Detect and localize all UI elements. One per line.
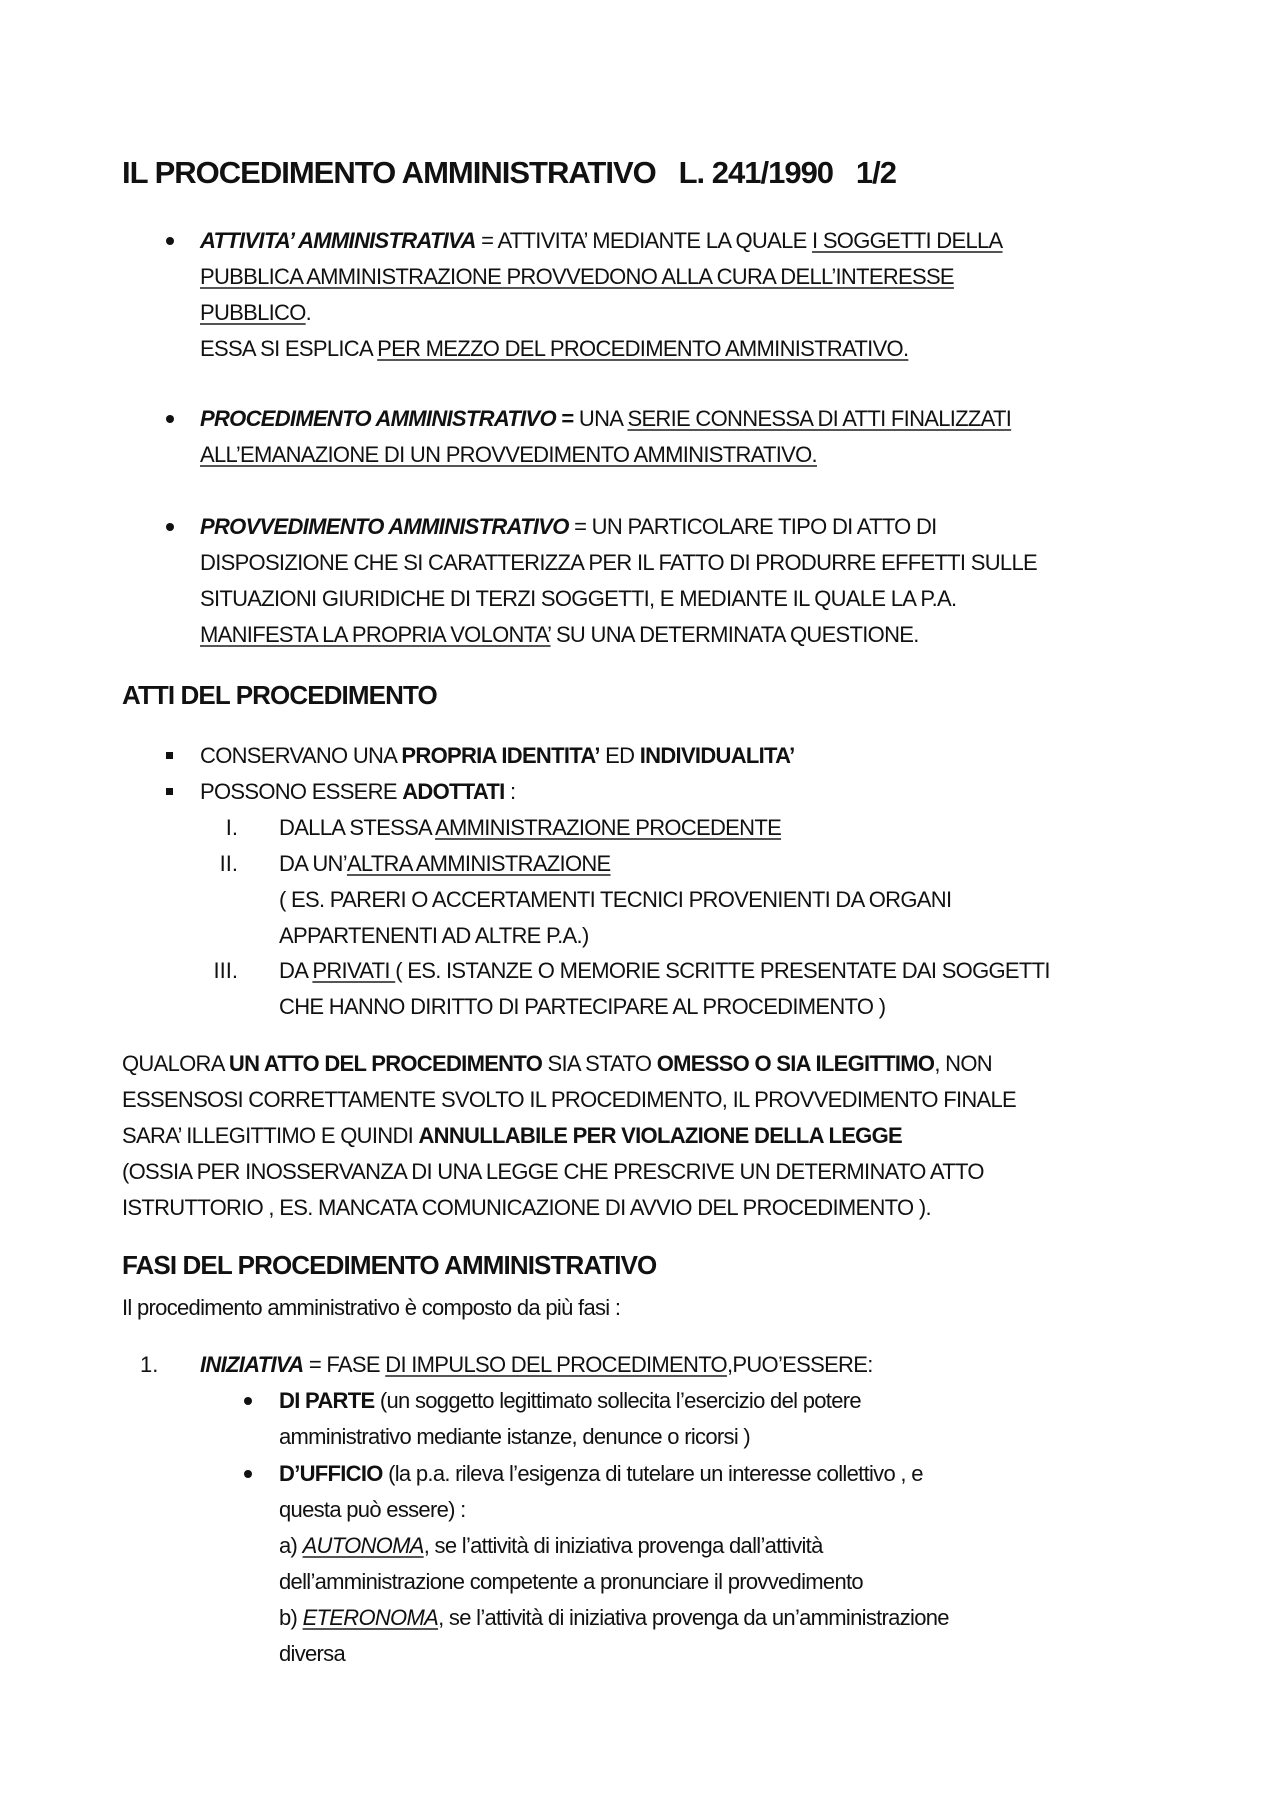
text-segment: CHE HANNO DIRITTO DI PARTECIPARE AL PROCEDIMENTO ): [279, 994, 886, 1019]
text-segment: ( ES. ISTANZE O MEMORIE SCRITTE PRESENTATE DAI SOGGETTI: [395, 958, 1050, 983]
text-segment: dell’amministrazione competente a pronunciare il provvedimento: [279, 1569, 863, 1594]
roman-numeral: I.: [225, 815, 238, 840]
text-segment: D’UFFICIO: [279, 1461, 383, 1486]
text-segment: a): [279, 1533, 303, 1558]
text-segment: DA: [279, 958, 313, 983]
text-line: [200, 440, 817, 470]
text-segment: PROVVEDIMENTO AMMINISTRATIVO: [200, 514, 569, 539]
text-segment: b): [279, 1605, 303, 1630]
text-segment: MANIFESTA LA PROPRIA VOLONTA’: [200, 622, 551, 647]
text-line: [200, 262, 954, 292]
text-segment: PROPRIA IDENTITA’: [401, 743, 600, 768]
section-heading-fasi: FASI DEL PROCEDIMENTO AMMINISTRATIVO: [122, 1250, 657, 1280]
text-segment: PUBBLICO: [200, 300, 306, 325]
text-segment: (la p.a. rileva l’esigenza di tutelare un interesse collettivo , e: [382, 1461, 923, 1486]
text-line: [279, 1639, 345, 1669]
text-segment: ETERONOMA: [302, 1605, 439, 1630]
text-line: [200, 1350, 873, 1380]
text-line: [279, 1459, 923, 1489]
section-heading-atti: ATTI DEL PROCEDIMENTO: [122, 680, 437, 710]
text-segment: DISPOSIZIONE CHE SI CARATTERIZZA PER IL FATTO DI PRODURRE EFFETTI SULLE: [200, 550, 1037, 575]
text-segment: INIZIATIVA: [200, 1352, 304, 1377]
text-segment: Il procedimento amministrativo è composto da più fasi :: [122, 1295, 621, 1320]
text-segment: SERIE CONNESSA DI ATTI FINALIZZATI: [627, 406, 1012, 431]
text-line: [200, 226, 1003, 256]
text-segment: ,PUO’ESSERE:: [726, 1352, 873, 1377]
text-line: [122, 1049, 992, 1079]
square-bullet-icon: [166, 788, 173, 795]
text-segment: ESSA SI ESPLICA: [200, 336, 378, 361]
text-line: [279, 885, 951, 915]
text-line: [279, 1531, 823, 1561]
text-segment: = FASE: [303, 1352, 386, 1377]
text-line: [200, 777, 515, 807]
text-line: [200, 512, 937, 542]
text-segment: ALTRA AMMINISTRAZIONE: [346, 851, 611, 876]
bullet-icon: [244, 1470, 252, 1478]
text-line: [200, 620, 919, 650]
text-line: [200, 584, 956, 614]
text-segment: UN ATTO DEL PROCEDIMENTO: [228, 1051, 543, 1076]
text-line: [200, 404, 1011, 434]
text-line: [279, 1386, 861, 1416]
text-segment: INDIVIDUALITA’: [639, 743, 795, 768]
text-line: [122, 1293, 620, 1323]
text-segment: questa può essere) :: [279, 1497, 466, 1522]
text-line: [279, 1495, 466, 1525]
text-segment: POSSONO ESSERE: [200, 779, 403, 804]
list-number: 1.: [140, 1352, 159, 1377]
text-line: [200, 334, 908, 364]
text-segment: = UN PARTICOLARE TIPO DI ATTO DI: [568, 514, 937, 539]
roman-numeral: III.: [213, 958, 238, 983]
bullet-icon: [166, 523, 174, 531]
text-segment: DI PARTE: [279, 1388, 375, 1413]
text-segment: PUBBLICA AMMINISTRAZIONE PROVVEDONO ALLA CURA DELL’INTERESSE: [200, 264, 954, 289]
text-segment: DI IMPULSO DEL PROCEDIMENTO: [385, 1352, 727, 1377]
roman-numeral: II.: [219, 851, 238, 876]
text-line: [122, 1121, 902, 1151]
text-segment: (un soggetto legittimato sollecita l’esercizio del potere: [374, 1388, 861, 1413]
text-segment: I SOGGETTI DELLA: [812, 228, 1003, 253]
text-line: [200, 741, 795, 771]
text-segment: SU UNA DETERMINATA QUESTIONE.: [550, 622, 919, 647]
text-line: [122, 1193, 931, 1223]
text-segment: SARA’ ILLEGITTIMO E QUINDI: [122, 1123, 419, 1148]
square-bullet-icon: [166, 752, 173, 759]
text-segment: SITUAZIONI GIURIDICHE DI TERZI SOGGETTI, E MEDIANTE IL QUALE LA P.A.: [200, 586, 957, 611]
text-segment: ANNULLABILE PER VIOLAZIONE DELLA LEGGE: [418, 1123, 902, 1148]
bullet-icon: [244, 1397, 252, 1405]
text-line: [122, 1085, 1016, 1115]
text-segment: CONSERVANO UNA: [200, 743, 402, 768]
text-segment: = ATTIVITA’ MEDIANTE LA QUALE: [475, 228, 812, 253]
text-segment: diversa: [279, 1641, 346, 1666]
text-segment: ALL’EMANAZIONE DI UN PROVVEDIMENTO AMMINISTRATIVO.: [200, 442, 817, 467]
text-line: [279, 1567, 863, 1597]
text-line: [279, 1422, 750, 1452]
text-segment: amministrativo mediante istanze, denunce o ricorsi ): [279, 1424, 751, 1449]
text-line: [279, 921, 589, 951]
text-segment: :: [504, 779, 516, 804]
text-line: [279, 849, 611, 879]
text-segment: , NON: [934, 1051, 992, 1076]
text-line: [200, 298, 311, 328]
text-segment: APPARTENENTI AD ALTRE P.A.): [279, 923, 589, 948]
text-line: [279, 956, 1050, 986]
text-line: [122, 1157, 984, 1187]
text-segment: QUALORA: [122, 1051, 229, 1076]
text-line: [279, 813, 781, 843]
text-line: [200, 548, 1037, 578]
bullet-icon: [166, 415, 174, 423]
text-segment: ( ES. PARERI O ACCERTAMENTI TECNICI PROVENIENTI DA ORGANI: [279, 887, 952, 912]
text-segment: DA UN’: [279, 851, 347, 876]
text-segment: .: [305, 300, 312, 325]
text-segment: ESSENSOSI CORRETTAMENTE SVOLTO IL PROCEDIMENTO, IL PROVVEDIMENTO FINALE: [122, 1087, 1017, 1112]
text-segment: ISTRUTTORIO , ES. MANCATA COMUNICAZIONE DI AVVIO DEL PROCEDIMENTO ).: [122, 1195, 931, 1220]
text-segment: ATTIVITA’ AMMINISTRATIVA: [200, 228, 476, 253]
text-segment: DALLA STESSA: [279, 815, 435, 840]
document-title: IL PROCEDIMENTO AMMINISTRATIVO L. 241/1990 1/2: [122, 155, 896, 190]
text-segment: ED: [599, 743, 640, 768]
text-segment: OMESSO O SIA ILEGITTIMO: [656, 1051, 935, 1076]
text-segment: PROCEDIMENTO AMMINISTRATIVO: [200, 406, 556, 431]
text-segment: (OSSIA PER INOSSERVANZA DI UNA LEGGE CHE PRESCRIVE UN DETERMINATO ATTO: [122, 1159, 984, 1184]
text-segment: UNA: [578, 406, 628, 431]
text-segment: AMMINISTRAZIONE PROCEDENTE: [435, 815, 782, 840]
text-line: [279, 1603, 949, 1633]
text-segment: =: [555, 406, 579, 431]
text-segment: , se l’attività di iniziativa provenga da un’amministrazione: [438, 1605, 949, 1630]
text-line: [279, 992, 885, 1022]
text-segment: AUTONOMA: [302, 1533, 424, 1558]
text-segment: PER MEZZO DEL PROCEDIMENTO AMMINISTRATIVO.: [377, 336, 909, 361]
text-segment: SIA STATO: [542, 1051, 657, 1076]
text-segment: PRIVATI: [312, 958, 396, 983]
bullet-icon: [166, 237, 174, 245]
text-segment: ADOTTATI: [402, 779, 505, 804]
text-segment: , se l’attività di iniziativa provenga dall’attività: [423, 1533, 823, 1558]
